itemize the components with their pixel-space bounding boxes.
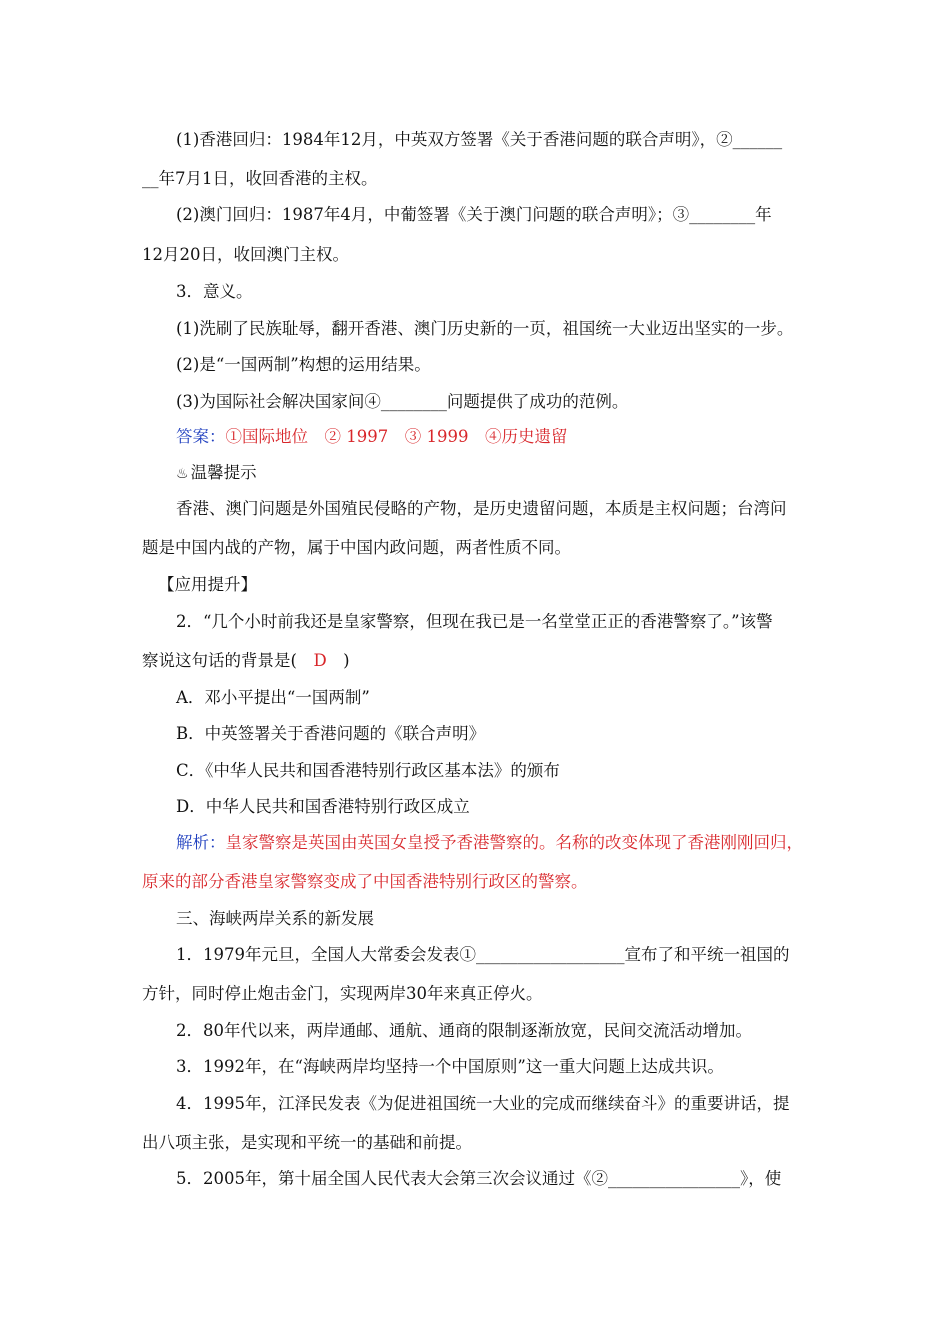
answer-text: ①国际地位 ② 1997 ③ 1999 ④历史遗留 (225, 427, 568, 446)
cross-strait-item-4-line-1: 4．1995年，江泽民发表《为促进祖国统一大业的完成而继续奋斗》的重要讲话，提 (176, 1094, 790, 1113)
option-b: B．中英签署关于香港问题的《联合声明》 (176, 724, 486, 743)
answer-line (176, 426, 822, 448)
meaning-heading: 3．意义。 (176, 282, 253, 301)
tip-line-1: 香港、澳门问题是外国殖民侵略的产物，是历史遗留问题，本质是主权问题；台湾问 (176, 499, 787, 518)
analysis-label: 解析： (176, 833, 226, 852)
cross-strait-item-1-line-1: 1．1979年元旦，全国人大常委会发表①__________________宣布了和平统一祖国的 (176, 945, 790, 964)
option-c: C．《中华人民共和国香港特别行政区基本法》的颁布 (176, 761, 560, 780)
question-2-line-1: 2．“几个小时前我还是皇家警察，但现在我已是一名堂堂正正的香港警察了。”该警 (176, 612, 773, 631)
option-a: A．邓小平提出“一国两制” (176, 688, 370, 707)
cross-strait-item-1-line-2: 方针，同时停止炮击金门，实现两岸30年来真正停火。 (142, 984, 543, 1003)
macau-return-line-1: (2)澳门回归：1987年4月，中葡签署《关于澳门问题的联合声明》；③________年 (176, 205, 772, 224)
tip-title-line (176, 462, 822, 485)
macau-return-line-2: 12月20日，收回澳门主权。 (142, 245, 349, 264)
answer-label: 答案： (176, 427, 226, 446)
hot-spring-icon: ♨ (176, 466, 189, 482)
meaning-item-1: (1)洗刷了民族耻辱，翻开香港、澳门历史新的一页，祖国统一大业迈出坚实的一步。 (176, 319, 794, 338)
question-2-suffix: ) (326, 651, 350, 670)
tip-line-2: 题是中国内战的产物，属于中国内政问题，两者性质不同。 (142, 538, 571, 557)
meaning-item-2: (2)是“一国两制”构想的运用结果。 (176, 355, 431, 374)
tip-title: 温馨提示 (190, 463, 257, 482)
application-heading: 【应用提升】 (158, 575, 257, 594)
question-2-answer: D (313, 651, 327, 670)
hk-return-line-2: __年7月1日，收回香港的主权。 (142, 169, 378, 188)
option-d: D．中华人民共和国香港特别行政区成立 (176, 797, 470, 816)
cross-strait-item-3: 3．1992年，在“海峡两岸均坚持一个中国原则”这一重大问题上达成共识。 (176, 1057, 724, 1076)
analysis-text-1: 皇家警察是英国由英国女皇授予香港警察的。名称的改变体现了香港刚刚回归， (225, 833, 803, 852)
section-3-heading: 三、海峡两岸关系的新发展 (176, 909, 374, 928)
cross-strait-item-4-line-2: 出八项主张，是实现和平统一的基础和前提。 (142, 1133, 472, 1152)
question-2-prefix: 察说这句话的背景是( (142, 651, 314, 670)
meaning-item-3: (3)为国际社会解决国家间④________问题提供了成功的范例。 (176, 392, 629, 411)
hk-return-line-1: (1)香港回归：1984年12月，中英双方签署《关于香港问题的联合声明》，②______ (176, 130, 783, 149)
question-2-line-2 (142, 650, 822, 672)
analysis-line-1 (176, 832, 822, 854)
cross-strait-item-5-line-1: 5．2005年，第十届全国人民代表大会第三次会议通过《②________________》，使 (176, 1169, 782, 1188)
analysis-line-2: 原来的部分香港皇家警察变成了中国香港特别行政区的警察。 (142, 872, 588, 891)
cross-strait-item-2: 2．80年代以来，两岸通邮、通航、通商的限制逐渐放宽，民间交流活动增加。 (176, 1021, 752, 1040)
